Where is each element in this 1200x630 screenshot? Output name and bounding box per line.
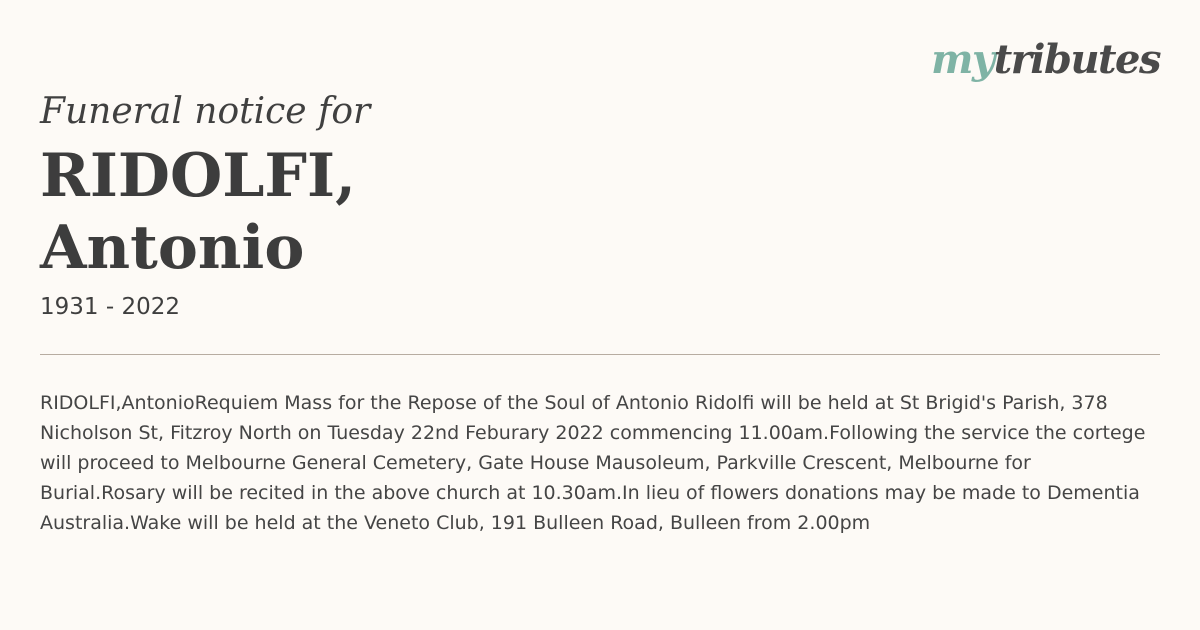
life-dates: 1931 - 2022 — [40, 294, 180, 320]
logo-my: my — [931, 36, 994, 83]
notice-intro-heading: Funeral notice for — [40, 91, 371, 132]
mytributes-logo — [931, 36, 1160, 84]
deceased-given-name: Antonio — [40, 213, 305, 283]
divider — [40, 354, 1160, 355]
deceased-surname: RIDOLFI, — [40, 141, 356, 211]
deceased-name — [40, 140, 356, 284]
notice-body: RIDOLFI,AntonioRequiem Mass for the Repose of the Soul of Antonio Ridolfi will be held at St Brigid's Parish, 378 Nicholson St, Fitzroy North on Tuesday 22nd Feburary 2022 commencing 11.00am.Following the service the cortege will proceed to Melbourne General Cemetery, Gate House Mausoleum, Parkville Crescent, Melbourne for Burial.Rosary will be recited in the above church at 10.30am.In lieu of flowers donations may be made to Dementia Australia.Wake will be held at the Veneto Club, 191 Bulleen Road, Bulleen from 2.00pm — [40, 392, 1146, 534]
logo-tributes: tributes — [993, 36, 1160, 83]
